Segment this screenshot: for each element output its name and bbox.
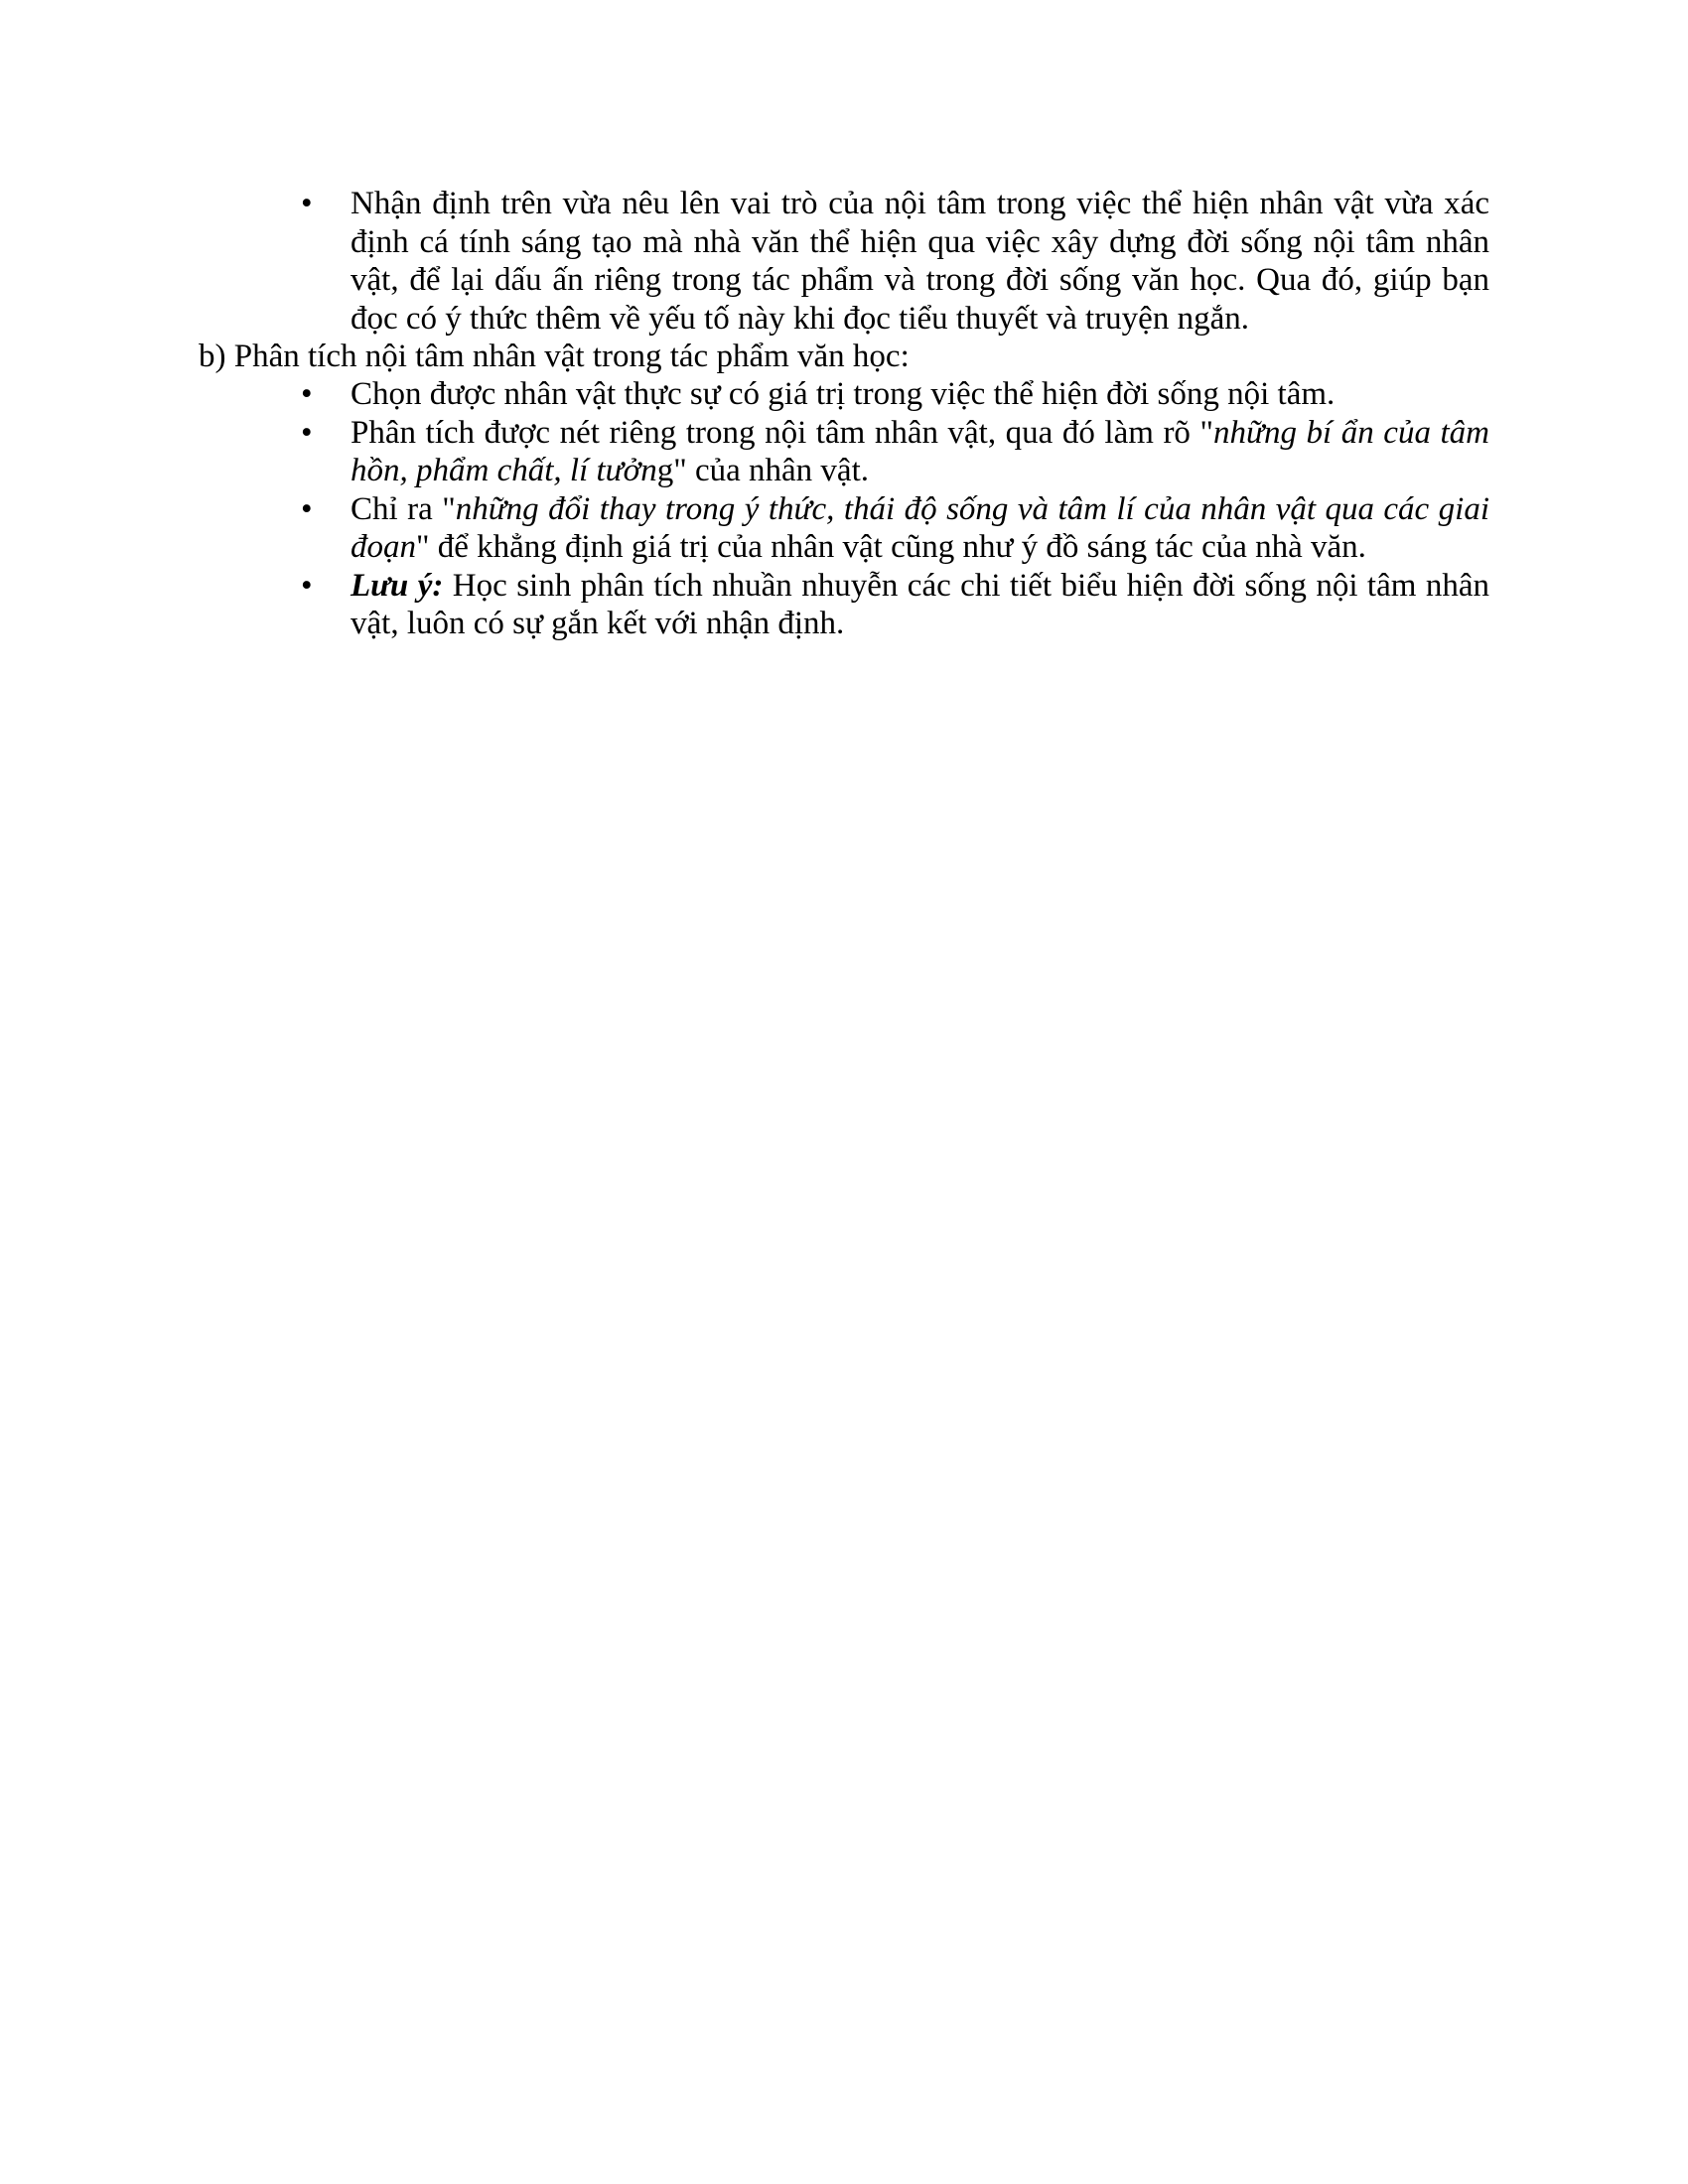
list-item [298,567,1489,643]
item-text: Chọn được nhân vật thực sự có giá trị trong việc thể hiện đời sống nội tâm. [351,376,1336,412]
note-text: Học sinh phân tích nhuần nhuyễn các chi tiết biểu hiện đời sống nội tâm nhân vật, luôn có sự gắn kết với nhận định. [351,567,1490,641]
item-text-middle: g [656,453,674,488]
item-text-after: " của nhân vật. [673,453,869,488]
item-text-before: Chỉ ra " [351,490,456,527]
item-text-after: " để khẳng định giá trị của nhân vật cũng như ý đồ sáng tác của nhà văn. [416,529,1366,565]
intro-paragraph: Nhận định trên vừa nêu lên vai trò của nội tâm trong việc thể hiện nhân vật vừa xác định cá tính sáng tạo mà nhà văn thể hiện qua việc xây dựng đời sống nội tâm nhân vật, để lại dấu ấn riêng trong tác phẩm và trong đời sống văn học. Qua đó, giúp bạn đọc có ý thức thêm về yếu tố này khi đọc tiểu thuyết và truyện ngắn. [351,186,1489,337]
item-quote: những bí ẩn của tâm hồn, phẩm chất, lí tưởn [351,414,1489,488]
intro-bullet-list [298,185,1489,338]
section-b-list [298,375,1489,643]
list-item [298,414,1489,490]
list-item [298,375,1489,414]
item-text-before: Phân tích được nét riêng trong nội tâm nhân vật, qua đó làm rõ " [351,414,1213,451]
note-label: Lưu ý: [351,567,444,604]
list-item [298,490,1489,567]
bullet-icon: • [301,376,313,412]
section-b-heading: b) Phân tích nội tâm nhân vật trong tác phẩm văn học: [199,339,910,374]
bullet-icon: • [301,414,313,451]
list-item [298,185,1489,338]
bullet-icon: • [301,567,313,604]
bullet-icon: • [301,186,313,221]
item-quote: những đổi thay trong ý thức, thái độ sống và tâm lí của nhân vật qua các giai đoạn [351,490,1489,565]
bullet-icon: • [301,490,313,527]
